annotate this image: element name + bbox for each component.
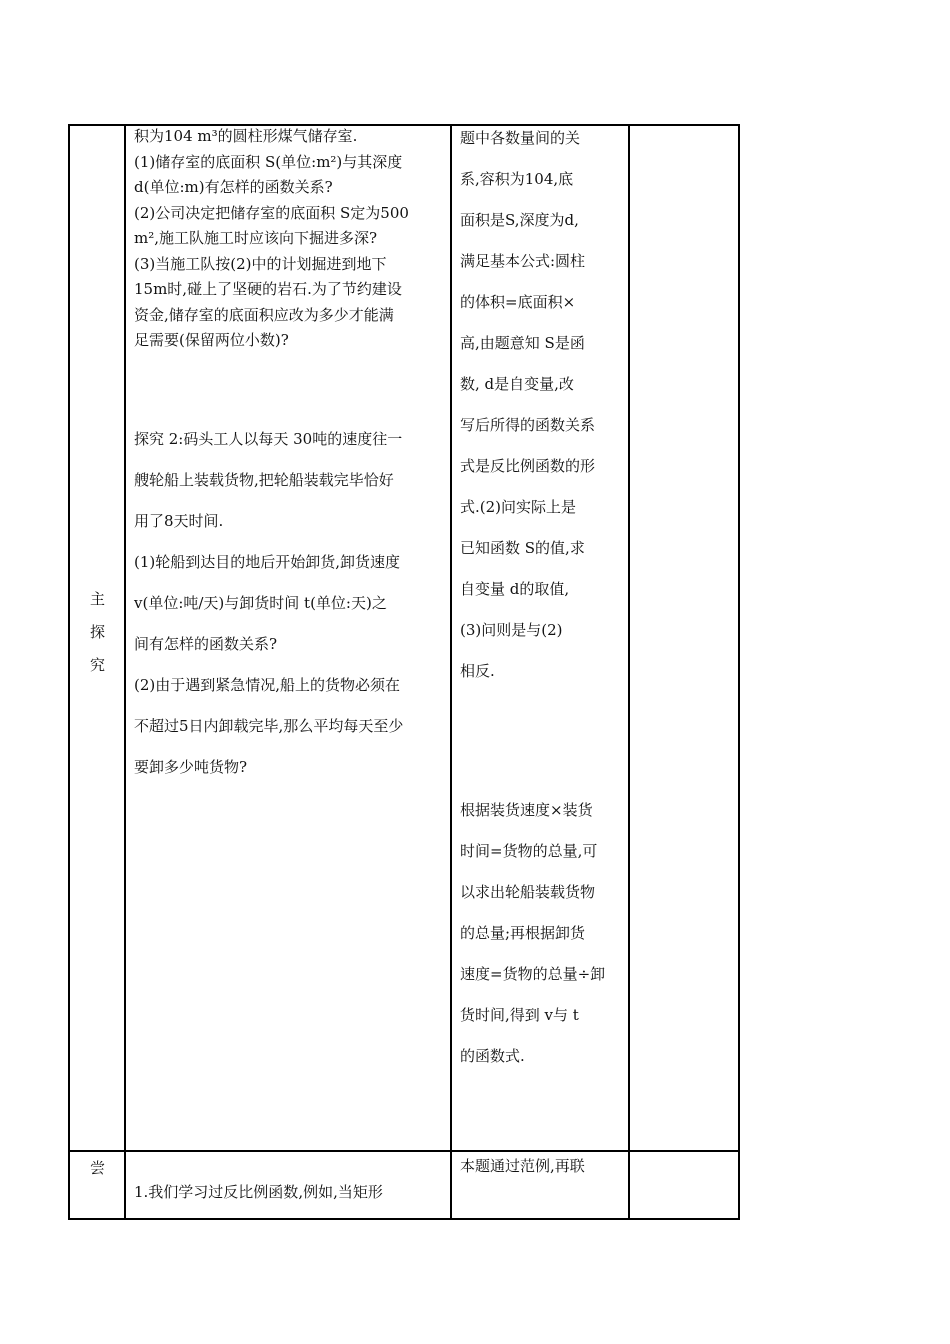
note-line: 已知函数 S的值,求 xyxy=(460,539,585,557)
text-line: 不超过5日内卸载完毕,那么平均每天至少 xyxy=(134,717,404,735)
note-line: 满足基本公式:圆柱 xyxy=(460,252,586,270)
note-line: 写后所得的函数关系 xyxy=(460,416,596,434)
text-line: (3)当施工队按(2)中的计划掘进到地下 xyxy=(134,254,387,273)
note-line: 的函数式. xyxy=(460,1047,525,1065)
side-char: 探 xyxy=(89,623,105,641)
note-line: 式是反比例函数的形 xyxy=(460,457,596,475)
note-line: 相反. xyxy=(460,662,495,680)
task-text-part2 xyxy=(134,419,444,788)
text-line: 15m时,碰上了坚硬的岩石.为了节约建设 xyxy=(134,280,402,298)
note-line: 的总量;再根据卸货 xyxy=(460,924,586,942)
note-line: (3)问则是与(2) xyxy=(460,621,563,639)
row2-note-text: 本题通过范例,再联 xyxy=(460,1157,585,1175)
task-text-part1 xyxy=(134,124,444,354)
note-line: 以求出轮船装载货物 xyxy=(460,883,596,901)
text-line: 足需要(保留两位小数)? xyxy=(134,331,289,349)
note-line: 高,由题意知 S是函 xyxy=(460,334,585,352)
col-divider-2 xyxy=(450,124,452,1220)
text-line: 间有怎样的函数关系? xyxy=(134,635,278,653)
note-line: 数, d是自变量,改 xyxy=(460,375,574,393)
text-line: 探究 2:码头工人以每天 30吨的速度往一 xyxy=(134,430,403,448)
row1-side-label xyxy=(70,583,125,682)
col-divider-3 xyxy=(628,124,630,1220)
table-bottom-border xyxy=(68,1218,740,1220)
note-line: 时间=货物的总量,可 xyxy=(460,842,598,860)
text-line: d(单位:m)有怎样的函数关系? xyxy=(134,178,333,196)
note-line: 速度=货物的总量÷卸 xyxy=(460,965,606,983)
note-line: 式.(2)问实际上是 xyxy=(460,498,577,516)
side-char: 究 xyxy=(89,656,105,674)
side-char: 主 xyxy=(89,590,105,608)
notes-part2 xyxy=(460,790,622,1077)
col-divider-4 xyxy=(738,124,740,1220)
text-line: (2)由于遇到紧急情况,船上的货物必须在 xyxy=(134,676,401,694)
text-line: 资金,储存室的底面积应改为多少才能满 xyxy=(134,305,394,324)
row2-side-label: 尝 xyxy=(89,1159,105,1177)
note-line: 系,容积为104,底 xyxy=(460,170,574,188)
row2-task-text: 1.我们学习过反比例函数,例如,当矩形 xyxy=(134,1183,383,1201)
notes-part1 xyxy=(460,118,622,692)
text-line: (2)公司决定把储存室的底面积 S定为500 xyxy=(134,203,409,222)
note-line: 题中各数量间的关 xyxy=(460,129,581,147)
note-line: 货时间,得到 v与 t xyxy=(460,1006,579,1024)
note-line: 的体积=底面积× xyxy=(460,293,576,311)
text-line: 艘轮船上装载货物,把轮船装载完毕恰好 xyxy=(134,471,394,489)
text-line: (1)储存室的底面积 S(单位:m²)与其深度 xyxy=(134,152,403,171)
note-line: 自变量 d的取值, xyxy=(460,580,570,598)
row-divider xyxy=(68,1150,740,1152)
text-line: (1)轮船到达目的地后开始卸货,卸货速度 xyxy=(134,553,401,571)
text-line: 用了8天时间. xyxy=(134,512,224,530)
text-line: 积为104 m³的圆柱形煤气储存室. xyxy=(134,127,358,145)
note-line: 根据装货速度×装货 xyxy=(460,801,593,819)
text-line: m²,施工队施工时应该向下掘进多深? xyxy=(134,229,378,247)
note-line: 面积是S,深度为d, xyxy=(460,211,579,229)
text-line: 要卸多少吨货物? xyxy=(134,758,248,776)
text-line: v(单位:吨/天)与卸货时间 t(单位:天)之 xyxy=(134,594,387,612)
